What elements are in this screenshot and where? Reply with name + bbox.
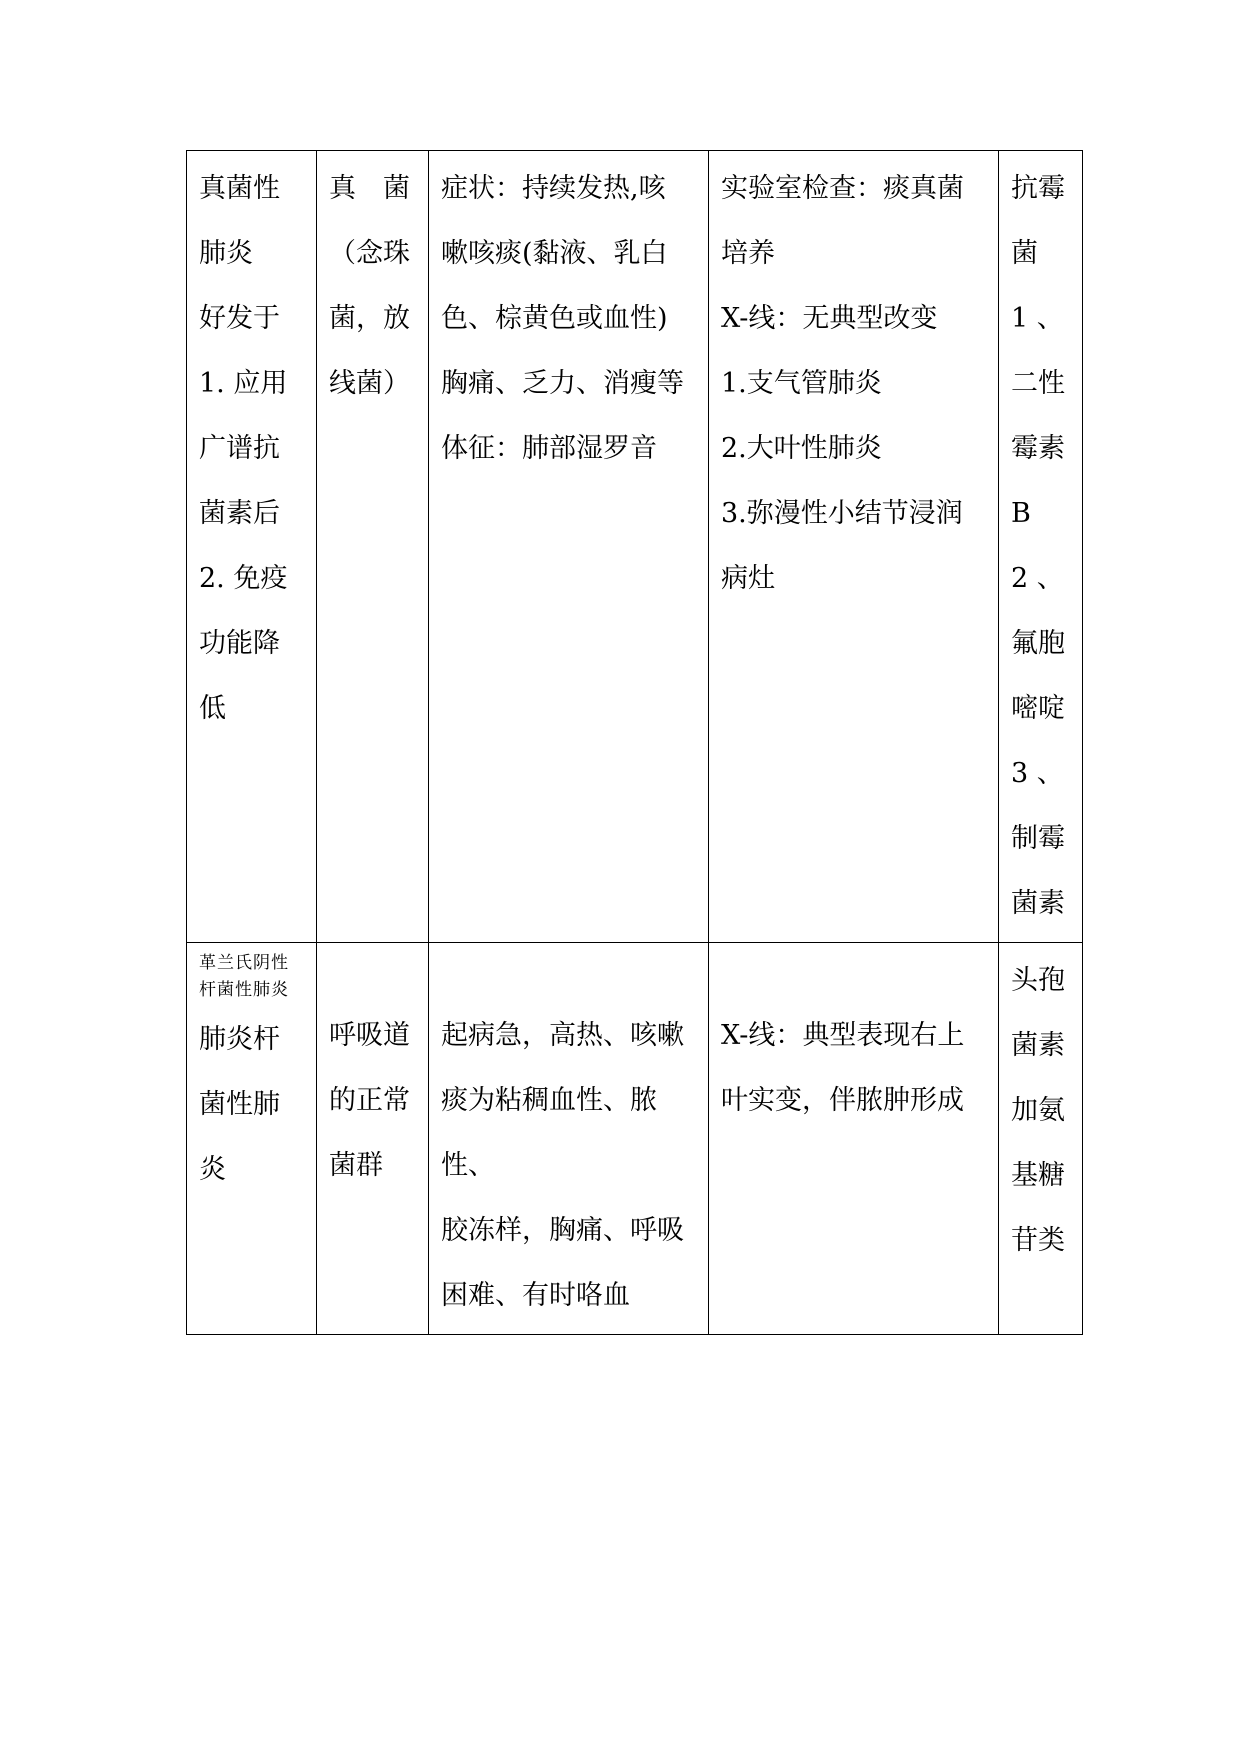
exam-line: 2.大叶性肺炎	[721, 433, 882, 464]
disease-line: 好发于	[199, 303, 280, 334]
clinical-line: 胸痛、乏力、消瘦等	[441, 368, 684, 399]
exam-line: 1.支气管肺炎	[721, 368, 882, 399]
group-label	[199, 948, 306, 1004]
exam-line: 3.弥漫性小结节浸润	[721, 498, 963, 529]
cell-spacer	[441, 948, 698, 1003]
cell-treatment-fungal	[999, 151, 1083, 943]
treatment-line: 抗霉	[1011, 173, 1065, 204]
clinical-line: 困难、有时咯血	[441, 1280, 630, 1311]
clinical-line: 体征：肺部湿罗音	[441, 433, 657, 464]
treatment-line: 加氨	[1011, 1095, 1065, 1126]
disease-line: 菌素后	[199, 498, 280, 529]
cell-pathogen-klebsiella	[317, 943, 429, 1335]
treatment-line: 1 、	[1011, 303, 1064, 334]
pathogen-line: 真 菌	[329, 173, 410, 204]
treatment-line: B	[1011, 498, 1031, 529]
clinical-line: 嗽咳痰(黏液、乳白	[441, 238, 668, 269]
table-row-fungal	[187, 151, 1083, 943]
disease-line: 肺炎杆	[199, 1024, 280, 1055]
clinical-line: 胶冻样，胸痛、呼吸	[441, 1215, 684, 1246]
disease-line: 1. 应用	[199, 368, 288, 399]
disease-line: 功能降	[199, 628, 280, 659]
pathogen-line: 的正常	[329, 1085, 410, 1116]
disease-line: 2. 免疫	[199, 563, 288, 594]
pathogen-line: 呼吸道	[329, 1020, 410, 1051]
clinical-line: 痰为粘稠血性、脓性、	[441, 1085, 657, 1181]
exam-line: 叶实变，伴脓肿形成	[721, 1085, 964, 1116]
cell-spacer	[721, 948, 988, 1003]
treatment-line: 制霉	[1011, 823, 1065, 854]
group-label-line: 杆菌性肺炎	[199, 980, 289, 1000]
treatment-line: 菌素	[1011, 888, 1065, 919]
clinical-line: 色、棕黄色或血性)	[441, 303, 668, 334]
treatment-line: 3 、	[1011, 758, 1064, 789]
treatment-line: 头孢	[1011, 965, 1065, 996]
cell-clinical-klebsiella	[429, 943, 709, 1335]
treatment-line: 基糖	[1011, 1160, 1065, 1191]
disease-line: 真菌性	[199, 173, 280, 204]
treatment-line: 菌素	[1011, 1030, 1065, 1061]
pathogen-line: （念珠	[329, 238, 410, 269]
disease-line: 肺炎	[199, 238, 253, 269]
clinical-line: 起病急，高热、咳嗽	[441, 1020, 684, 1051]
group-label-line: 革兰氏阴性	[199, 953, 289, 973]
exam-line: X-线：典型表现右上	[721, 1020, 965, 1051]
treatment-line: 嘧啶	[1011, 693, 1065, 724]
exam-line: 培养	[721, 238, 775, 269]
treatment-line: 2 、	[1011, 563, 1064, 594]
treatment-line: 苷类	[1011, 1225, 1065, 1256]
disease-line: 广谱抗	[199, 433, 280, 464]
disease-line: 低	[199, 693, 226, 724]
cell-pathogen-fungal	[317, 151, 429, 943]
pathogen-line: 线菌）	[329, 368, 410, 399]
pneumonia-table	[186, 150, 1083, 1335]
cell-disease-klebsiella	[187, 943, 317, 1335]
disease-line: 菌性肺	[199, 1089, 280, 1120]
cell-exam-fungal	[709, 151, 999, 943]
cell-treatment-klebsiella	[999, 943, 1083, 1335]
exam-line: X-线：无典型改变	[721, 303, 938, 334]
cell-spacer	[329, 948, 418, 1003]
cell-clinical-fungal	[429, 151, 709, 943]
cell-exam-klebsiella	[709, 943, 999, 1335]
pathogen-line: 菌，放	[329, 303, 410, 334]
pathogen-line: 菌群	[329, 1150, 383, 1181]
cell-disease-fungal	[187, 151, 317, 943]
treatment-line: 霉素	[1011, 433, 1065, 464]
table-row-gram-negative	[187, 943, 1083, 1335]
disease-line: 炎	[199, 1154, 226, 1185]
exam-line: 病灶	[721, 563, 775, 594]
exam-line: 实验室检查：痰真菌	[721, 173, 964, 204]
treatment-line: 氟胞	[1011, 628, 1065, 659]
clinical-line: 症状：持续发热,咳	[441, 173, 666, 204]
treatment-line: 菌	[1011, 238, 1038, 269]
treatment-line: 二性	[1011, 368, 1065, 399]
